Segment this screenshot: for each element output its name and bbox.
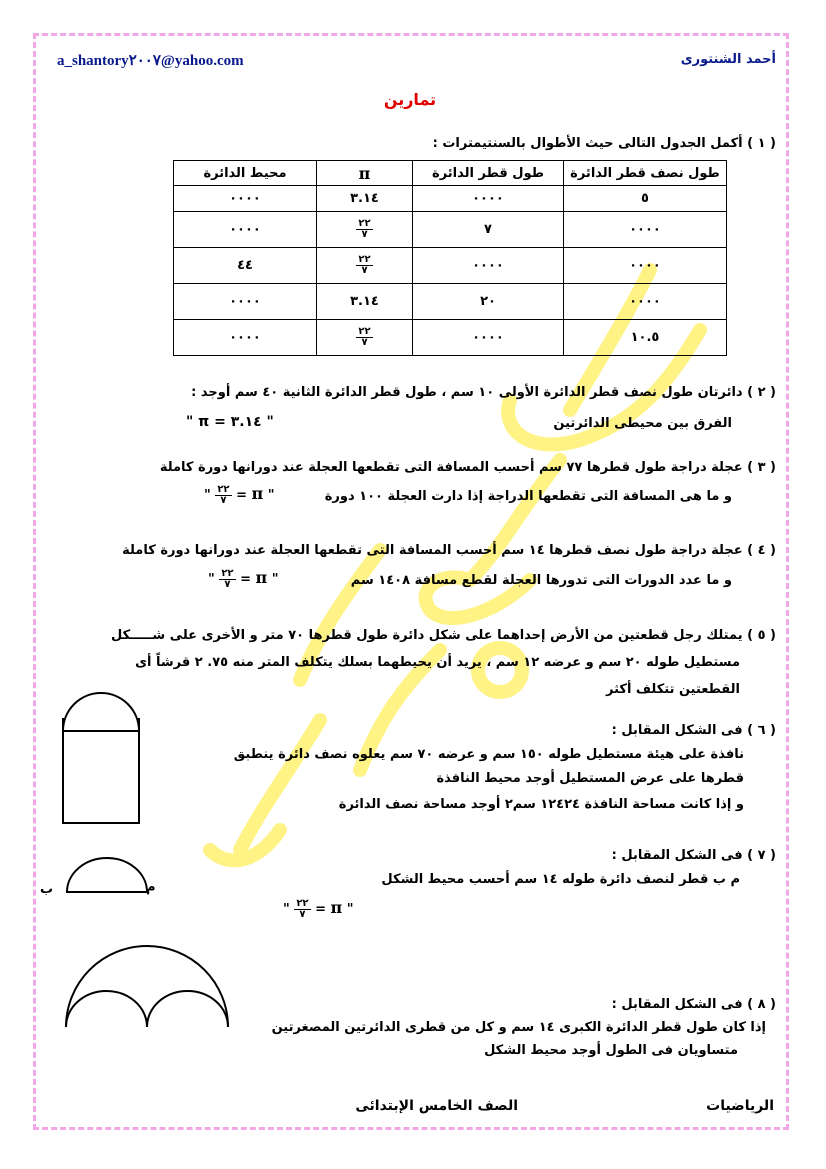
table-cell: ٠٠٠٠ (174, 284, 317, 320)
q6-line1: ( ٦ ) فى الشكل المقابل : (611, 723, 776, 738)
q2-line1: ( ٢ ) دائرتان طول نصف قطر الدائرة الأولى ١٠ سم ، طول قطر الدائرة الثانية ٤٠ سم أوجد : (191, 385, 776, 400)
col-radius: طول نصف قطر الدائرة (564, 161, 727, 186)
col-diameter: طول قطر الدائرة (413, 161, 564, 186)
table-cell: ٠٠٠٠ (564, 248, 727, 284)
author-name: أحمد الشنتورى (680, 52, 776, 67)
table-cell: ٠٠٠٠ (564, 284, 727, 320)
table-cell: ٥ (564, 186, 727, 212)
q1-text: ( ١ ) أكمل الجدول التالى حيث الأطوال بالسنتيمترات : (432, 136, 776, 151)
window-figure (58, 688, 144, 826)
q7-line2: م ب قطر لنصف دائرة طوله ١٤ سم أحسب محيط الشكل (381, 872, 740, 887)
fraction-22-7: $\frac{٢٢}{٧}$ (221, 568, 234, 590)
table-header-row (174, 161, 727, 186)
table-cell: ٢٠ (413, 284, 564, 320)
table-row (174, 248, 727, 284)
table-cell: ٣.١٤ (317, 186, 413, 212)
q2-pi-note: " π = ٣.١٤ " (186, 414, 274, 430)
table-cell: $\frac{٢٢}{٧}$ (317, 212, 413, 248)
table-cell: ٤٤ (174, 248, 317, 284)
arcs-figure (62, 943, 232, 1031)
table-row (174, 320, 727, 356)
table-row (174, 212, 727, 248)
col-pi: π (317, 161, 413, 186)
q2-line2: الفرق بين محيطى الدائرتين (553, 416, 732, 431)
table-cell: ٠٠٠٠ (174, 186, 317, 212)
semicircle-figure (62, 852, 152, 898)
table-row (174, 284, 727, 320)
circle-table (173, 160, 727, 356)
table-cell: ٠٠٠٠ (413, 186, 564, 212)
table-cell: ١٠.٥ (564, 320, 727, 356)
label-b: ب (40, 882, 54, 897)
author-email: a_shantory٢٠٠٧@yahoo.com (57, 53, 244, 69)
q5-line1: ( ٥ ) يمتلك رجل قطعتين من الأرض إحداهما على شكل دائرة طول قطرها ٧٠ متر و الأخرى على شـــــكل (111, 628, 776, 643)
q5-line3: القطعتين تتكلف أكثر (605, 682, 740, 697)
q3-pi-note: " $\frac{٢٢}{٧}$ = π " (204, 484, 275, 506)
table-cell: $\frac{٢٢}{٧}$ (317, 320, 413, 356)
q8-line1: ( ٨ ) فى الشكل المقابل : (611, 997, 776, 1012)
table-cell: ٠٠٠٠ (564, 212, 727, 248)
table-cell: ٧ (413, 212, 564, 248)
table-cell: $\frac{٢٢}{٧}$ (317, 248, 413, 284)
table-cell: ٠٠٠٠ (413, 320, 564, 356)
footer-grade: الصف الخامس الإبتدائى (355, 1098, 518, 1114)
table-cell: ٣.١٤ (317, 284, 413, 320)
q5-line2: مستطيل طوله ٢٠ سم و عرضه ١٢ سم ، يريد أن يحيطهما بسلك يتكلف المتر منه ٧٥. ٢ قرشاً أى (135, 655, 740, 670)
q3-line2: و ما هى المسافة التى تقطعها الدراجة إذا دارت العجلة ١٠٠ دورة (324, 489, 732, 504)
table-row (174, 186, 727, 212)
q3-line1: ( ٣ ) عجلة دراجة طول قطرها ٧٧ سم أحسب المسافة التى تقطعها العجلة عند دورانها دورة كاملة (159, 460, 776, 475)
q6-line3: قطرها على عرض المستطيل أوجد محيط النافذة (436, 771, 744, 786)
q4-line1: ( ٤ ) عجلة دراجة طول نصف قطرها ١٤ سم أحسب المسافة التى تقطعها العجلة عند دورانها دورة كاملة (122, 543, 776, 558)
table-cell: ٠٠٠٠ (413, 248, 564, 284)
q4-pi-note: " $\frac{٢٢}{٧}$ = π " (208, 568, 279, 590)
fraction-22-7: $\frac{٢٢}{٧}$ (217, 484, 230, 506)
q6-line2: نافذة على هيئة مستطيل طوله ١٥٠ سم و عرضه ٧٠ سم يعلوه نصف دائرة ينطبق (233, 747, 744, 762)
page-title: تمارين (383, 90, 437, 109)
label-m: م (146, 880, 156, 895)
q8-line3: متساويان فى الطول أوجد محيط الشكل (484, 1043, 738, 1058)
table-cell: ٠٠٠٠ (174, 320, 317, 356)
q7-line1: ( ٧ ) فى الشكل المقابل : (611, 848, 776, 863)
q6-line4: و إذا كانت مساحة النافذة ١٢٤٢٤ سم٢ أوجد مساحة نصف الدائرة (338, 797, 744, 812)
col-circumference: محيط الدائرة (174, 161, 317, 186)
fraction-22-7: $\frac{٢٢}{٧}$ (296, 898, 309, 920)
table-cell: ٠٠٠٠ (174, 212, 317, 248)
q8-line2: إذا كان طول قطر الدائرة الكبرى ١٤ سم و كل من قطرى الدائرتين المصغرتين (271, 1020, 766, 1035)
q7-pi-note: " $\frac{٢٢}{٧}$ = π " (283, 898, 354, 920)
footer-subject: الرياضيات (706, 1098, 774, 1114)
q4-line2: و ما عدد الدورات التى تدورها العجلة لقطع مسافة ١٤٠٨ سم (350, 573, 732, 588)
